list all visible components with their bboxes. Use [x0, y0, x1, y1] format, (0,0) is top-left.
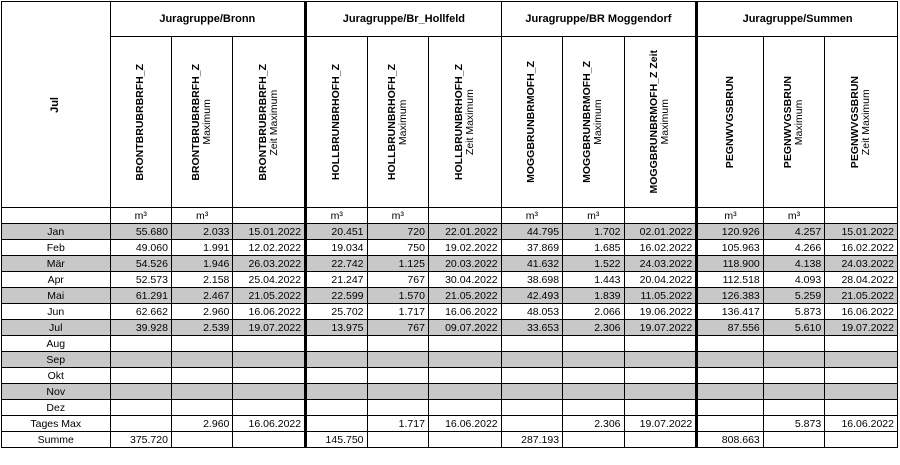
table-row	[2, 416, 898, 432]
data-cell: 33.653	[501, 320, 562, 336]
month-header-label: Jul	[49, 96, 62, 113]
column-header-name: BRONTBRUBRBRFH_Z	[190, 63, 203, 181]
data-cell: 16.06.2022	[428, 304, 501, 320]
data-cell: 19.07.2022	[825, 320, 898, 336]
unit-cell: m³	[306, 208, 367, 224]
data-cell: 12.02.2022	[233, 240, 306, 256]
unit-cell: m³	[697, 208, 764, 224]
data-cell	[825, 368, 898, 384]
data-cell: 02.01.2022	[624, 224, 697, 240]
data-cell	[110, 368, 171, 384]
data-cell: 41.632	[501, 256, 562, 272]
data-cell	[825, 352, 898, 368]
data-cell	[563, 368, 624, 384]
data-cell	[110, 416, 171, 432]
data-cell	[233, 384, 306, 400]
data-cell: 1.522	[563, 256, 624, 272]
column-header-name: PEGNWVGSBRUN	[723, 75, 736, 169]
data-cell	[624, 400, 697, 416]
data-cell: 2.033	[171, 224, 232, 240]
data-cell: 55.680	[110, 224, 171, 240]
data-cell: 52.573	[110, 272, 171, 288]
group-header: Juragruppe/Bronn	[110, 2, 306, 37]
row-label: Jun	[2, 304, 111, 320]
table-row	[2, 336, 898, 352]
data-cell	[306, 416, 367, 432]
table-row	[2, 432, 898, 448]
data-cell: 4.138	[763, 256, 824, 272]
data-cell: 61.291	[110, 288, 171, 304]
column-header	[563, 37, 624, 208]
row-label: Mär	[2, 256, 111, 272]
column-header-name: PEGNWVGSBRUN	[849, 75, 862, 169]
data-cell: 1.443	[563, 272, 624, 288]
data-cell: 09.07.2022	[428, 320, 501, 336]
data-cell: 4.257	[763, 224, 824, 240]
data-cell	[624, 352, 697, 368]
data-cell: 54.526	[110, 256, 171, 272]
table-row	[2, 240, 898, 256]
data-cell: 30.04.2022	[428, 272, 501, 288]
data-cell	[367, 368, 428, 384]
data-cell: 1.702	[563, 224, 624, 240]
data-cell	[171, 432, 232, 448]
unit-cell	[624, 208, 697, 224]
data-cell	[763, 352, 824, 368]
data-cell: 19.06.2022	[624, 304, 697, 320]
column-header-subtitle: Maximum	[658, 99, 671, 145]
row-label: Jan	[2, 224, 111, 240]
data-cell	[367, 432, 428, 448]
data-cell	[763, 368, 824, 384]
data-cell	[825, 384, 898, 400]
column-header	[428, 37, 501, 208]
data-cell: 5.259	[763, 288, 824, 304]
unit-cell: m³	[110, 208, 171, 224]
data-cell	[367, 384, 428, 400]
data-cell: 21.05.2022	[825, 288, 898, 304]
data-cell	[501, 416, 562, 432]
column-header	[367, 37, 428, 208]
data-cell: 49.060	[110, 240, 171, 256]
data-cell	[563, 400, 624, 416]
column-header-name: PEGNWVGSBRUN	[781, 75, 794, 169]
data-cell: 16.06.2022	[825, 304, 898, 320]
data-cell: 87.556	[697, 320, 764, 336]
data-cell	[825, 432, 898, 448]
row-label: Nov	[2, 384, 111, 400]
data-cell	[306, 384, 367, 400]
table-row	[2, 368, 898, 384]
data-cell: 39.928	[110, 320, 171, 336]
table-row	[2, 304, 898, 320]
data-cell: 19.07.2022	[624, 320, 697, 336]
column-header-subtitle: Zeit Maximum	[267, 89, 280, 155]
data-cell: 1.717	[367, 304, 428, 320]
data-cell: 145.750	[306, 432, 367, 448]
data-cell: 20.451	[306, 224, 367, 240]
data-cell	[110, 336, 171, 352]
data-cell	[697, 400, 764, 416]
data-cell	[428, 336, 501, 352]
data-cell	[428, 368, 501, 384]
row-label: Summe	[2, 432, 111, 448]
data-cell	[763, 432, 824, 448]
data-cell: 375.720	[110, 432, 171, 448]
data-cell: 25.04.2022	[233, 272, 306, 288]
column-header-name: HOLLBRUNBRHOFH_Z	[330, 63, 343, 181]
data-cell	[428, 400, 501, 416]
data-cell: 15.01.2022	[825, 224, 898, 240]
data-cell: 126.383	[697, 288, 764, 304]
column-header	[110, 37, 171, 208]
data-cell	[763, 400, 824, 416]
data-cell: 2.306	[563, 320, 624, 336]
data-cell	[624, 368, 697, 384]
data-cell	[825, 400, 898, 416]
data-cell: 21.05.2022	[233, 288, 306, 304]
column-header-subtitle: Maximum	[201, 99, 214, 145]
data-cell	[624, 432, 697, 448]
column-header-subtitle: Maximum	[792, 99, 805, 145]
data-cell	[367, 400, 428, 416]
data-cell: 1.570	[367, 288, 428, 304]
unit-cell: m³	[763, 208, 824, 224]
data-cell: 20.04.2022	[624, 272, 697, 288]
row-label: Apr	[2, 272, 111, 288]
data-cell: 767	[367, 272, 428, 288]
data-cell	[306, 336, 367, 352]
data-cell	[171, 336, 232, 352]
data-cell	[624, 336, 697, 352]
data-cell: 21.05.2022	[428, 288, 501, 304]
data-cell: 1.946	[171, 256, 232, 272]
column-header	[763, 37, 824, 208]
row-label: Aug	[2, 336, 111, 352]
column-header-name: HOLLBRUNBRHOFH_Z	[452, 63, 465, 181]
data-cell	[697, 416, 764, 432]
units-row-label	[2, 208, 111, 224]
data-cell: 808.663	[697, 432, 764, 448]
data-cell: 1.991	[171, 240, 232, 256]
data-cell: 24.03.2022	[825, 256, 898, 272]
data-cell	[428, 432, 501, 448]
data-cell: 22.742	[306, 256, 367, 272]
data-cell	[171, 368, 232, 384]
data-cell: 4.093	[763, 272, 824, 288]
data-cell: 720	[367, 224, 428, 240]
data-cell: 2.066	[563, 304, 624, 320]
data-cell: 13.975	[306, 320, 367, 336]
data-cell: 15.01.2022	[233, 224, 306, 240]
data-cell	[501, 336, 562, 352]
column-header-name: BRONTBRUBRBRFH_Z	[134, 63, 147, 181]
data-cell	[563, 352, 624, 368]
unit-cell	[233, 208, 306, 224]
data-cell: 105.963	[697, 240, 764, 256]
column-header-name: HOLLBRUNBRHOFH_Z	[385, 63, 398, 181]
data-cell: 44.795	[501, 224, 562, 240]
month-corner-header	[2, 2, 111, 208]
data-cell	[763, 384, 824, 400]
data-cell: 1.717	[367, 416, 428, 432]
data-cell	[233, 352, 306, 368]
data-cell	[501, 352, 562, 368]
data-cell: 5.873	[763, 416, 824, 432]
data-cell: 750	[367, 240, 428, 256]
data-cell	[233, 336, 306, 352]
table-row	[2, 384, 898, 400]
data-cell: 38.698	[501, 272, 562, 288]
data-cell: 11.05.2022	[624, 288, 697, 304]
data-cell: 28.04.2022	[825, 272, 898, 288]
data-cell: 24.03.2022	[624, 256, 697, 272]
column-header	[233, 37, 306, 208]
data-cell: 2.467	[171, 288, 232, 304]
data-cell: 22.01.2022	[428, 224, 501, 240]
row-label: Sep	[2, 352, 111, 368]
data-cell	[501, 384, 562, 400]
column-header-name: BRONTBRUBRBRFH_Z	[256, 63, 269, 181]
data-cell	[110, 352, 171, 368]
row-label: Mai	[2, 288, 111, 304]
unit-cell	[825, 208, 898, 224]
data-cell: 16.02.2022	[825, 240, 898, 256]
data-cell	[563, 384, 624, 400]
data-cell	[697, 352, 764, 368]
data-cell: 5.610	[763, 320, 824, 336]
data-cell: 2.539	[171, 320, 232, 336]
row-label: Okt	[2, 368, 111, 384]
group-header: Juragruppe/Br_Hollfeld	[306, 2, 502, 37]
data-cell: 767	[367, 320, 428, 336]
column-header	[306, 37, 367, 208]
column-header-name: MOGGBRUNBRMOFH_Z Zeit	[647, 50, 660, 194]
data-cell: 19.02.2022	[428, 240, 501, 256]
data-cell	[306, 400, 367, 416]
column-header-subtitle: Zeit Maximum	[463, 89, 476, 155]
data-cell	[171, 384, 232, 400]
data-cell: 48.053	[501, 304, 562, 320]
data-cell	[501, 368, 562, 384]
data-cell	[171, 352, 232, 368]
group-header: Juragruppe/Summen	[697, 2, 898, 37]
column-header	[825, 37, 898, 208]
data-cell	[233, 368, 306, 384]
table-row	[2, 224, 898, 240]
column-header	[624, 37, 697, 208]
unit-cell: m³	[563, 208, 624, 224]
data-cell: 19.07.2022	[233, 320, 306, 336]
data-cell: 26.03.2022	[233, 256, 306, 272]
data-cell: 2.306	[563, 416, 624, 432]
column-header-subtitle: Zeit Maximum	[860, 89, 873, 155]
data-cell: 16.02.2022	[624, 240, 697, 256]
data-cell: 20.03.2022	[428, 256, 501, 272]
data-cell: 19.07.2022	[624, 416, 697, 432]
data-cell	[367, 336, 428, 352]
data-cell: 287.193	[501, 432, 562, 448]
column-header-name: MOGGBRUNBRMOFH_Z	[525, 61, 538, 183]
table-row	[2, 320, 898, 336]
data-cell: 22.599	[306, 288, 367, 304]
data-cell	[763, 336, 824, 352]
row-label: Feb	[2, 240, 111, 256]
data-cell: 37.869	[501, 240, 562, 256]
data-cell: 112.518	[697, 272, 764, 288]
data-cell	[697, 384, 764, 400]
data-cell: 136.417	[697, 304, 764, 320]
data-cell	[306, 352, 367, 368]
column-header-subtitle: Maximum	[396, 99, 409, 145]
data-cell	[428, 352, 501, 368]
column-header-name: MOGGBRUNBRMOFH_Z	[581, 61, 594, 183]
data-cell: 16.06.2022	[428, 416, 501, 432]
unit-cell: m³	[171, 208, 232, 224]
group-header: Juragruppe/BR Moggendorf	[501, 2, 697, 37]
unit-cell: m³	[367, 208, 428, 224]
data-cell: 16.06.2022	[233, 416, 306, 432]
table-row	[2, 256, 898, 272]
monthly-report-table	[1, 1, 898, 448]
data-cell: 2.960	[171, 416, 232, 432]
data-cell: 19.034	[306, 240, 367, 256]
data-cell: 21.247	[306, 272, 367, 288]
data-cell	[697, 336, 764, 352]
data-cell	[110, 384, 171, 400]
data-cell	[825, 336, 898, 352]
table-row	[2, 352, 898, 368]
data-cell	[306, 368, 367, 384]
table-row	[2, 288, 898, 304]
data-cell	[697, 368, 764, 384]
data-cell: 1.685	[563, 240, 624, 256]
column-header-subtitle: Maximum	[592, 99, 605, 145]
data-cell: 16.06.2022	[825, 416, 898, 432]
data-cell	[110, 400, 171, 416]
data-cell	[563, 336, 624, 352]
data-cell: 1.125	[367, 256, 428, 272]
column-header	[171, 37, 232, 208]
row-label: Jul	[2, 320, 111, 336]
data-cell: 16.06.2022	[233, 304, 306, 320]
data-cell: 1.839	[563, 288, 624, 304]
data-cell: 2.158	[171, 272, 232, 288]
data-cell	[428, 384, 501, 400]
row-label: Tages Max	[2, 416, 111, 432]
data-cell: 5.873	[763, 304, 824, 320]
data-cell: 25.702	[306, 304, 367, 320]
data-cell	[233, 400, 306, 416]
data-cell: 118.900	[697, 256, 764, 272]
table-row	[2, 400, 898, 416]
unit-cell: m³	[501, 208, 562, 224]
column-header	[697, 37, 764, 208]
data-cell	[233, 432, 306, 448]
data-cell	[501, 400, 562, 416]
data-cell	[624, 384, 697, 400]
data-cell	[367, 352, 428, 368]
data-cell: 2.960	[171, 304, 232, 320]
data-cell: 120.926	[697, 224, 764, 240]
column-header	[501, 37, 562, 208]
data-cell: 42.493	[501, 288, 562, 304]
data-cell: 62.662	[110, 304, 171, 320]
table-row	[2, 272, 898, 288]
data-cell	[563, 432, 624, 448]
data-cell: 4.266	[763, 240, 824, 256]
data-cell	[171, 400, 232, 416]
row-label: Dez	[2, 400, 111, 416]
unit-cell	[428, 208, 501, 224]
